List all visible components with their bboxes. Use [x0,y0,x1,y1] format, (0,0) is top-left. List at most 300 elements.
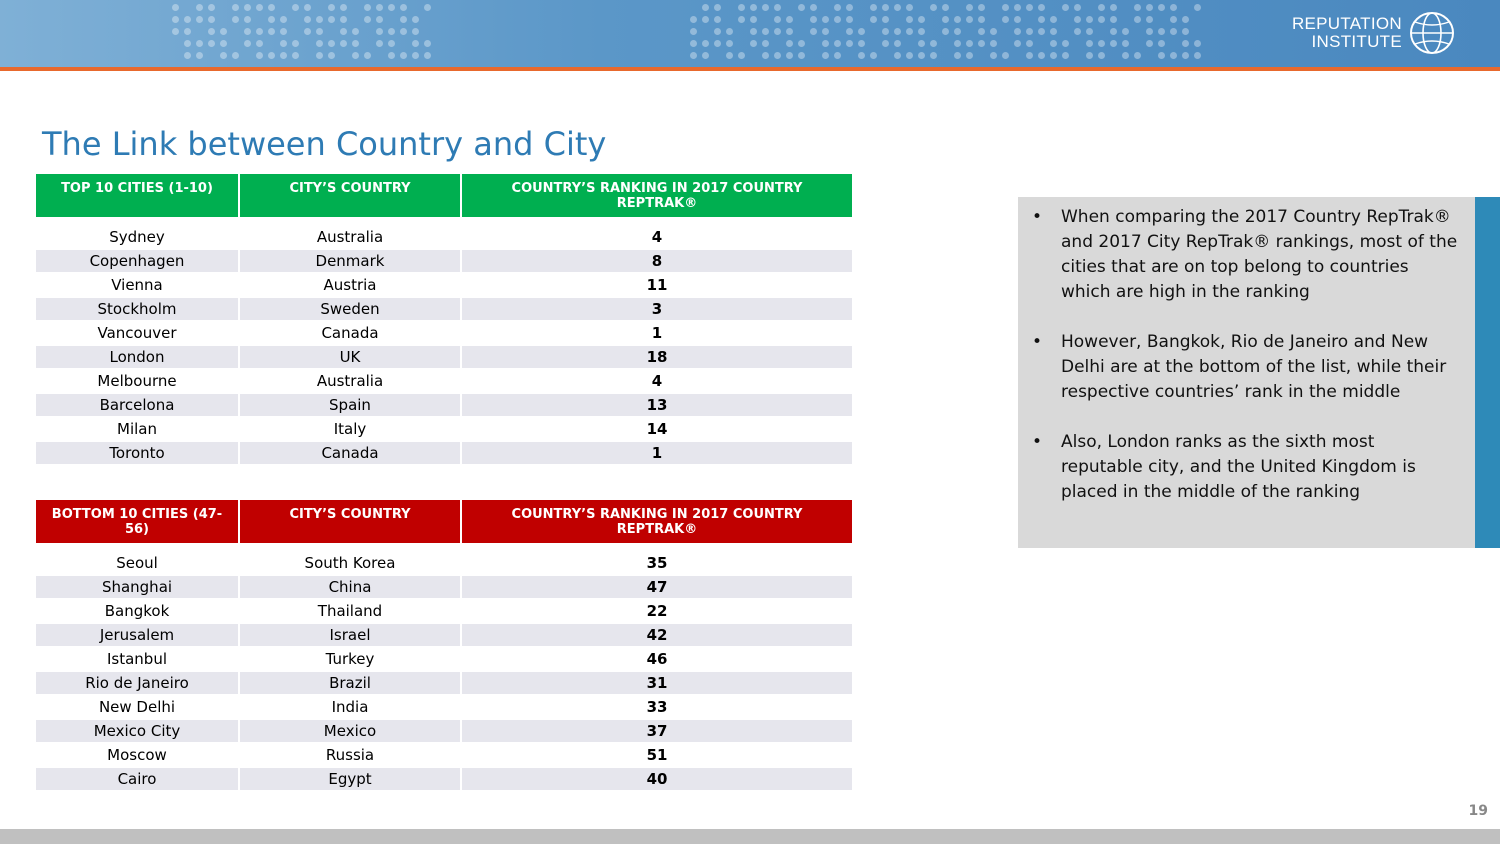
country-cell: Australia [240,217,462,248]
map-dot [1170,52,1177,59]
map-dot [966,40,973,47]
map-dot [738,4,745,11]
map-dot [894,40,901,47]
map-dot [1026,52,1033,59]
map-dot [834,52,841,59]
map-dot [978,16,985,23]
map-dot [822,28,829,35]
map-dot [918,16,925,23]
map-dot [196,52,203,59]
map-dot [750,4,757,11]
map-dot [328,4,335,11]
top-cities-table [36,174,852,464]
map-dot [930,52,937,59]
map-dot [918,28,925,35]
map-dot [1110,40,1117,47]
city-cell: New Delhi [36,694,240,718]
country-cell: South Korea [240,543,462,574]
city-cell: Cairo [36,766,240,790]
table-header-row [36,174,852,217]
map-dot [1158,40,1165,47]
map-dot [1014,40,1021,47]
map-dot [1026,40,1033,47]
map-dot [750,40,757,47]
map-dot [954,40,961,47]
city-cell: Vancouver [36,320,240,344]
bullet-icon: • [1032,207,1043,227]
map-dot [1026,4,1033,11]
map-dot [978,28,985,35]
map-dot [352,28,359,35]
city-cell: Barcelona [36,392,240,416]
map-dot [966,4,973,11]
map-dot [858,52,865,59]
map-dot [184,16,191,23]
table-row [36,416,852,440]
map-dot [726,28,733,35]
map-dot [894,28,901,35]
map-dot [244,40,251,47]
map-dot [786,40,793,47]
ranking-cell: 33 [462,694,852,718]
map-dot [858,28,865,35]
map-dot [1050,52,1057,59]
map-dot [196,40,203,47]
map-dot [364,52,371,59]
map-dot [774,4,781,11]
country-cell: Austria [240,272,462,296]
map-dot [846,28,853,35]
table-row [36,670,852,694]
city-cell: Jerusalem [36,622,240,646]
map-dot [1182,40,1189,47]
map-dot [942,4,949,11]
map-dot [942,16,949,23]
map-dot [328,52,335,59]
map-dot [918,40,925,47]
table-row [36,766,852,790]
map-dot [172,4,179,11]
map-dot [364,16,371,23]
note-bullet [1032,330,1461,405]
note-bullet [1032,430,1461,505]
country-cell: China [240,574,462,598]
map-dot [196,16,203,23]
map-dot [954,16,961,23]
map-dot [376,28,383,35]
map-dot [1074,28,1081,35]
reputation-institute-logo [1291,10,1458,56]
globe-icon [1406,10,1458,56]
map-dot [870,52,877,59]
map-dot [906,28,913,35]
ranking-cell: 46 [462,646,852,670]
city-cell: Bangkok [36,598,240,622]
map-dot [846,40,853,47]
city-cell: Rio de Janeiro [36,670,240,694]
map-dot [1038,4,1045,11]
table-row [36,248,852,272]
footer-bar [0,829,1500,844]
map-dot [1146,4,1153,11]
map-dot [1194,4,1201,11]
map-dot [1050,40,1057,47]
map-dot [304,28,311,35]
map-dot [750,16,757,23]
map-dot [424,4,431,11]
map-dot [256,28,263,35]
map-dot [340,28,347,35]
map-dot [978,40,985,47]
map-dot [1110,4,1117,11]
map-dot [774,52,781,59]
map-dot [894,52,901,59]
city-cell: Vienna [36,272,240,296]
table-header-row [36,500,852,543]
map-dot [196,4,203,11]
map-dot [822,40,829,47]
map-dot [256,4,263,11]
map-dot [184,52,191,59]
map-dot [376,40,383,47]
map-dot [244,4,251,11]
map-dot [714,40,721,47]
ranking-cell: 3 [462,296,852,320]
country-cell: Denmark [240,248,462,272]
map-dot [1170,16,1177,23]
map-dot [846,4,853,11]
map-dot [400,4,407,11]
city-cell: Seoul [36,543,240,574]
page-number: 19 [1468,803,1488,819]
map-dot [882,4,889,11]
note-text: When comparing the 2017 Country RepTrak® and 2017 City RepTrak® rankings, most of the cities that are on top belong to countries which are high in the ranking [1061,207,1458,302]
map-dot [834,4,841,11]
map-dot [882,40,889,47]
map-dot [220,28,227,35]
map-dot [1182,16,1189,23]
map-dot [1014,16,1021,23]
country-cell: Russia [240,742,462,766]
table-row [36,646,852,670]
map-dot [1158,52,1165,59]
city-cell: Melbourne [36,368,240,392]
map-dot [990,52,997,59]
ranking-cell: 13 [462,392,852,416]
map-dot [1038,28,1045,35]
ranking-cell: 14 [462,416,852,440]
map-dot [268,4,275,11]
map-dot [1170,28,1177,35]
notes-accent-bar [1475,197,1500,548]
map-dot [1158,4,1165,11]
map-dot [1002,16,1009,23]
header-city-country: CITY’S COUNTRY [240,500,462,543]
map-dot [786,28,793,35]
map-dot [388,28,395,35]
country-cell: Italy [240,416,462,440]
map-dot [1146,40,1153,47]
map-dot [966,52,973,59]
table-row [36,272,852,296]
map-dot [1098,4,1105,11]
map-dot [690,40,697,47]
map-dot [942,28,949,35]
country-cell: Egypt [240,766,462,790]
map-dot [726,40,733,47]
map-dot [1074,4,1081,11]
map-dot [1098,40,1105,47]
map-dot [834,40,841,47]
map-dot [352,40,359,47]
table-row [36,742,852,766]
map-dot [1086,52,1093,59]
map-dot [376,4,383,11]
ranking-cell: 18 [462,344,852,368]
map-dot [184,28,191,35]
ranking-cell: 37 [462,718,852,742]
map-dot [1098,16,1105,23]
table-row [36,598,852,622]
country-cell: Canada [240,320,462,344]
city-cell: Mexico City [36,718,240,742]
country-cell: Sweden [240,296,462,320]
map-dot [340,16,347,23]
map-dot [1146,28,1153,35]
map-dot [1134,4,1141,11]
country-cell: Brazil [240,670,462,694]
map-dot [172,28,179,35]
map-dot [690,52,697,59]
map-dot [328,16,335,23]
note-text: Also, London ranks as the sixth most reputable city, and the United Kingdom is placed in the middle of the ranking [1061,432,1416,502]
map-dot [846,16,853,23]
map-dot [424,52,431,59]
map-dot [316,16,323,23]
ranking-cell: 42 [462,622,852,646]
map-dot [208,16,215,23]
map-dot [1098,52,1105,59]
map-dot [774,28,781,35]
map-dot [702,4,709,11]
map-dot [304,16,311,23]
map-dot [1038,16,1045,23]
city-cell: Milan [36,416,240,440]
map-dot [858,40,865,47]
header-country-ranking: COUNTRY’S RANKING IN 2017 COUNTRY REPTRAK® [462,174,852,217]
map-dot [244,28,251,35]
map-dot [738,52,745,59]
map-dot [954,52,961,59]
ranking-cell: 1 [462,440,852,464]
table-row [36,440,852,464]
map-dot [220,52,227,59]
map-dot [810,4,817,11]
map-dot [1158,28,1165,35]
map-dot [1014,28,1021,35]
map-dot [762,4,769,11]
map-dot [726,52,733,59]
header-banner [0,0,1500,67]
map-dot [1086,28,1093,35]
map-dot [1014,4,1021,11]
map-dot [918,52,925,59]
table-row [36,296,852,320]
header-country-ranking: COUNTRY’S RANKING IN 2017 COUNTRY REPTRAK® [462,500,852,543]
map-dot [268,52,275,59]
header-top-cities: TOP 10 CITIES (1-10) [36,174,240,217]
table-row [36,368,852,392]
map-dot [304,4,311,11]
ranking-cell: 4 [462,368,852,392]
map-dot [714,28,721,35]
map-dot [280,40,287,47]
map-dot [786,16,793,23]
ranking-cell: 47 [462,574,852,598]
ranking-cell: 40 [462,766,852,790]
table-row [36,574,852,598]
map-dot [1146,16,1153,23]
map-dot [1062,4,1069,11]
notes-panel [1018,197,1475,548]
map-dot [954,28,961,35]
map-dot [1194,40,1201,47]
map-dot [750,28,757,35]
map-dot [388,40,395,47]
map-dot [930,40,937,47]
city-cell: Sydney [36,217,240,248]
map-dot [1086,16,1093,23]
ranking-cell: 1 [462,320,852,344]
map-dot [1182,52,1189,59]
map-dot [702,40,709,47]
map-dot [412,16,419,23]
map-dot [810,16,817,23]
table-row [36,622,852,646]
map-dot [316,52,323,59]
map-dot [1110,28,1117,35]
map-dot [882,28,889,35]
map-dot [316,40,323,47]
map-dot [184,40,191,47]
header-city-country: CITY’S COUNTRY [240,174,462,217]
map-dot [1122,28,1129,35]
map-dot [244,16,251,23]
city-cell: Shanghai [36,574,240,598]
map-dot [774,16,781,23]
map-dot [1062,52,1069,59]
logo-line2: INSTITUTE [1311,32,1402,51]
map-dot [702,52,709,59]
table-row [36,543,852,574]
table-row [36,344,852,368]
map-dot [412,28,419,35]
logo-line1: REPUTATION [1291,14,1402,33]
map-dot [400,28,407,35]
header-accent-stripe [0,67,1500,71]
map-dot [762,52,769,59]
map-dot [208,4,215,11]
table-row [36,217,852,248]
map-dot [280,16,287,23]
map-dot [822,52,829,59]
ranking-cell: 11 [462,272,852,296]
map-dot [268,16,275,23]
map-dot [762,28,769,35]
map-dot [280,28,287,35]
map-dot [738,16,745,23]
map-dot [292,52,299,59]
ranking-cell: 51 [462,742,852,766]
city-cell: Stockholm [36,296,240,320]
map-dot [1086,40,1093,47]
map-dot [714,16,721,23]
map-dot [292,4,299,11]
map-dot [412,52,419,59]
map-dot [810,28,817,35]
map-dot [930,4,937,11]
map-dot [352,52,359,59]
city-cell: Moscow [36,742,240,766]
map-dot [400,16,407,23]
map-dot [1002,4,1009,11]
table-row [36,392,852,416]
bullet-icon: • [1032,432,1043,452]
map-dot [1050,16,1057,23]
city-cell: Toronto [36,440,240,464]
ranking-cell: 22 [462,598,852,622]
ranking-cell: 31 [462,670,852,694]
map-dot [1002,52,1009,59]
map-dot [1050,28,1057,35]
map-dot [328,40,335,47]
map-dot [1074,16,1081,23]
map-dot [256,52,263,59]
map-dot [232,52,239,59]
map-dot [220,40,227,47]
map-dot [906,52,913,59]
country-cell: Spain [240,392,462,416]
map-dot [798,40,805,47]
country-cell: Thailand [240,598,462,622]
map-dot [906,4,913,11]
ranking-cell: 4 [462,217,852,248]
map-dot [1122,52,1129,59]
country-cell: Canada [240,440,462,464]
map-dot [1062,40,1069,47]
map-dot [762,40,769,47]
city-cell: Copenhagen [36,248,240,272]
map-dot [208,40,215,47]
map-dot [1026,28,1033,35]
map-dot [1038,52,1045,59]
map-dot [388,4,395,11]
map-dot [906,16,913,23]
map-dot [882,16,889,23]
map-dot [894,4,901,11]
map-dot [822,16,829,23]
map-dot [690,28,697,35]
map-dot [714,4,721,11]
map-dot [690,16,697,23]
map-dot [1110,16,1117,23]
map-dot [1170,4,1177,11]
country-cell: India [240,694,462,718]
country-cell: Turkey [240,646,462,670]
map-dot [364,4,371,11]
country-cell: Mexico [240,718,462,742]
map-dot [232,4,239,11]
